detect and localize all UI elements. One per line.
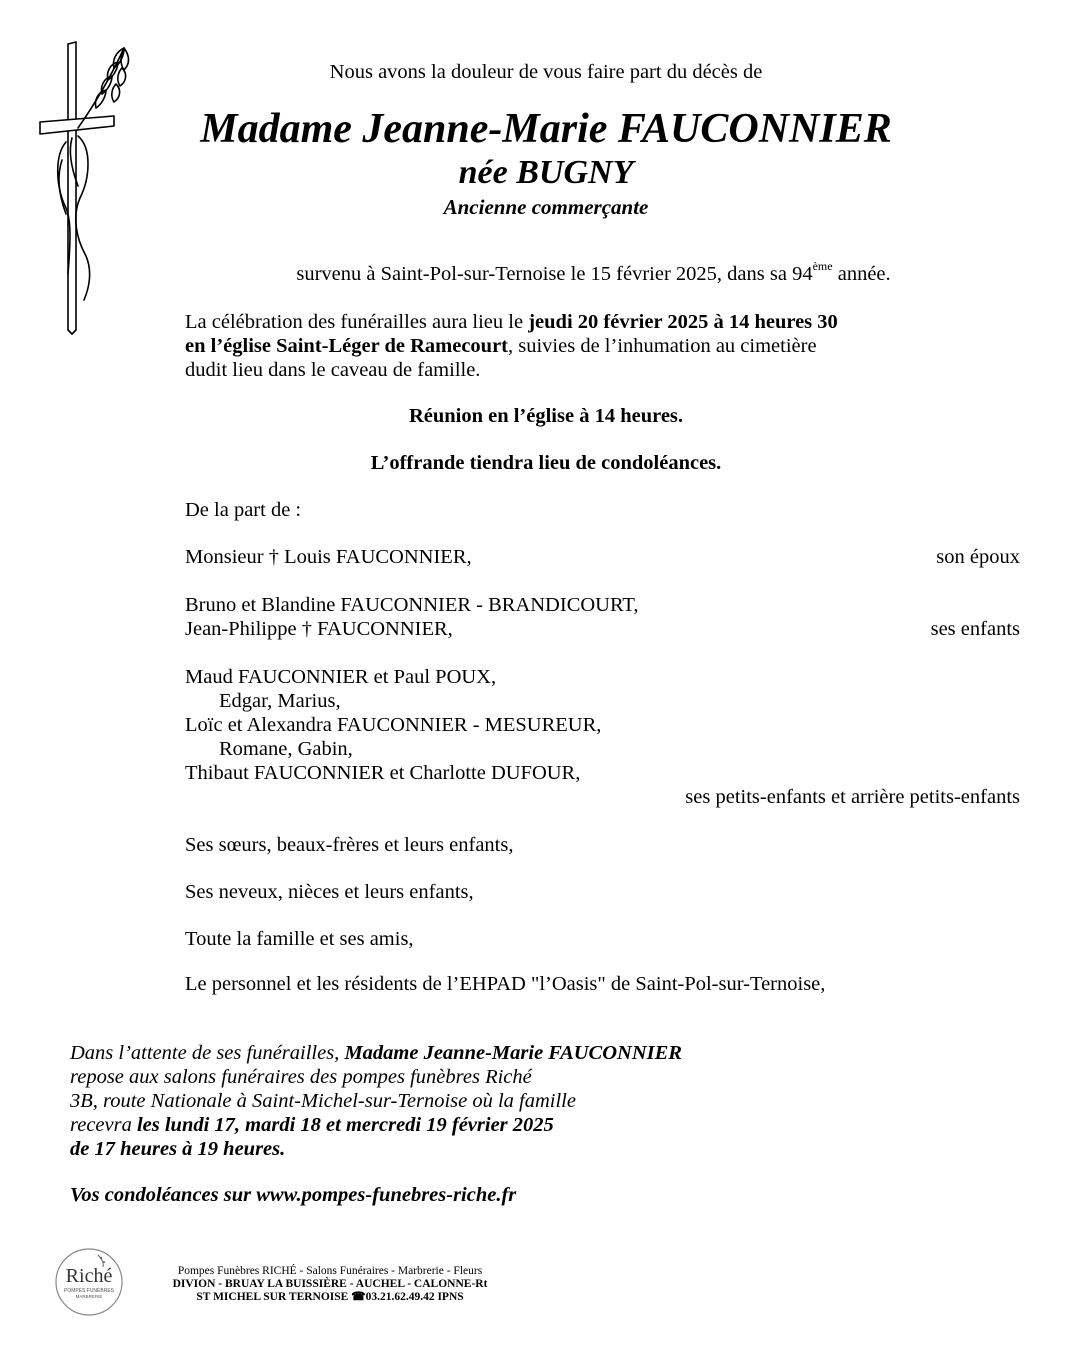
intro-text: Nous avons la douleur de vous faire part du décès de bbox=[329, 61, 763, 83]
grandchild-line: Maud FAUCONNIER et Paul POUX, bbox=[185, 666, 497, 688]
child-line: Bruno et Blandine FAUCONNIER - BRANDICOURT, bbox=[185, 594, 639, 616]
family-intro: De la part de : bbox=[185, 499, 302, 521]
family-siblings: Ses sœurs, beaux-frères et leurs enfants, bbox=[185, 834, 514, 856]
logo-name: Riché bbox=[65, 1265, 113, 1287]
vigil-text: Dans l’attente de ses funérailles, bbox=[70, 1042, 345, 1064]
family-nephews: Ses neveux, nièces et leurs enfants, bbox=[185, 881, 474, 903]
vigil-text-4: recevra bbox=[70, 1114, 137, 1136]
children-relation: ses enfants bbox=[930, 618, 1020, 640]
family-ehpad: Le personnel et les résidents de l’EHPAD "l’Oasis" de Saint-Pol-sur-Ternoise, bbox=[185, 973, 826, 995]
family-children bbox=[185, 593, 1020, 641]
occupation: Ancienne commerçante bbox=[443, 195, 649, 219]
death-text: survenu à Saint-Pol-sur-Ternoise le 15 février 2025, dans sa 94 bbox=[296, 263, 813, 285]
family-spouse bbox=[185, 545, 1020, 569]
death-notice bbox=[0, 259, 1092, 286]
grandchildren-relation: ses petits-enfants et arrière petits-enfants bbox=[685, 786, 1020, 808]
ceremony-text: La célébration des funérailles aura lieu le bbox=[185, 311, 529, 333]
reunion-note: Réunion en l’église à 14 heures. bbox=[408, 405, 684, 427]
vigil-paragraph bbox=[70, 1041, 830, 1161]
condolences-link[interactable]: Vos condoléances sur www.pompes-funebres-riche.fr bbox=[70, 1184, 517, 1206]
child-line: Jean-Philippe † FAUCONNIER, bbox=[185, 618, 453, 640]
spouse-name: Monsieur † Louis FAUCONNIER, bbox=[185, 546, 472, 568]
footer-line-3: ST MICHEL SUR TERNOISE bbox=[196, 1291, 352, 1303]
family-friends: Toute la famille et ses amis, bbox=[185, 928, 414, 950]
footer-line-1: Pompes Funèbres RICHÉ - Salons Funéraires - Marbrerie - Fleurs bbox=[177, 1265, 483, 1277]
death-text-end: année. bbox=[832, 263, 891, 285]
vigil-text-2: repose aux salons funéraires des pompes funèbres Riché bbox=[70, 1066, 532, 1088]
vigil-text-3: 3B, route Nationale à Saint-Michel-sur-Ternoise où la famille bbox=[70, 1090, 576, 1112]
grandchild-line: Loïc et Alexandra FAUCONNIER - MESUREUR, bbox=[185, 714, 602, 736]
logo-sub-1: POMPES FUNÈBRES bbox=[63, 1288, 114, 1294]
vigil-dates: les lundi 17, mardi 18 et mercredi 19 février 2025 bbox=[136, 1114, 554, 1136]
maiden-name: née BUGNY bbox=[458, 154, 634, 191]
offering-note: L’offrande tiendra lieu de condoléances. bbox=[370, 452, 722, 474]
spouse-relation: son époux bbox=[936, 546, 1020, 568]
footer-line-2: DIVION - BRUAY LA BUISSIÈRE - AUCHEL - CALONNE-Rt bbox=[172, 1278, 488, 1290]
ceremony-place: en l’église Saint-Léger de Ramecourt bbox=[185, 335, 508, 357]
deceased-name: Madame Jeanne-Marie FAUCONNIER bbox=[200, 106, 892, 152]
vigil-name: Madame Jeanne-Marie FAUCONNIER bbox=[344, 1042, 682, 1064]
grandchild-line: Thibaut FAUCONNIER et Charlotte DUFOUR, bbox=[185, 762, 581, 784]
footer-company-info bbox=[130, 1265, 530, 1304]
vigil-hours: de 17 heures à 19 heures. bbox=[70, 1138, 286, 1160]
ceremony-date: jeudi 20 février 2025 à 14 heures 30 bbox=[528, 311, 838, 333]
great-grandchild-line: Edgar, Marius, bbox=[219, 690, 341, 712]
great-grandchild-line: Romane, Gabin, bbox=[219, 738, 353, 760]
riche-logo bbox=[54, 1247, 124, 1323]
family-grandchildren bbox=[185, 665, 1020, 809]
ceremony-text-3: dudit lieu dans le caveau de famille. bbox=[185, 359, 481, 381]
phone-icon: ☎ bbox=[351, 1291, 366, 1303]
footer-phone: 03.21.62.49.42 IPNS bbox=[365, 1291, 464, 1303]
ceremony-paragraph bbox=[185, 310, 1020, 382]
ceremony-text-2: , suivies de l’inhumation au cimetière bbox=[508, 335, 817, 357]
logo-sub-2: MARBRERIE bbox=[75, 1294, 103, 1299]
death-ordinal-suffix: ème bbox=[812, 259, 833, 274]
